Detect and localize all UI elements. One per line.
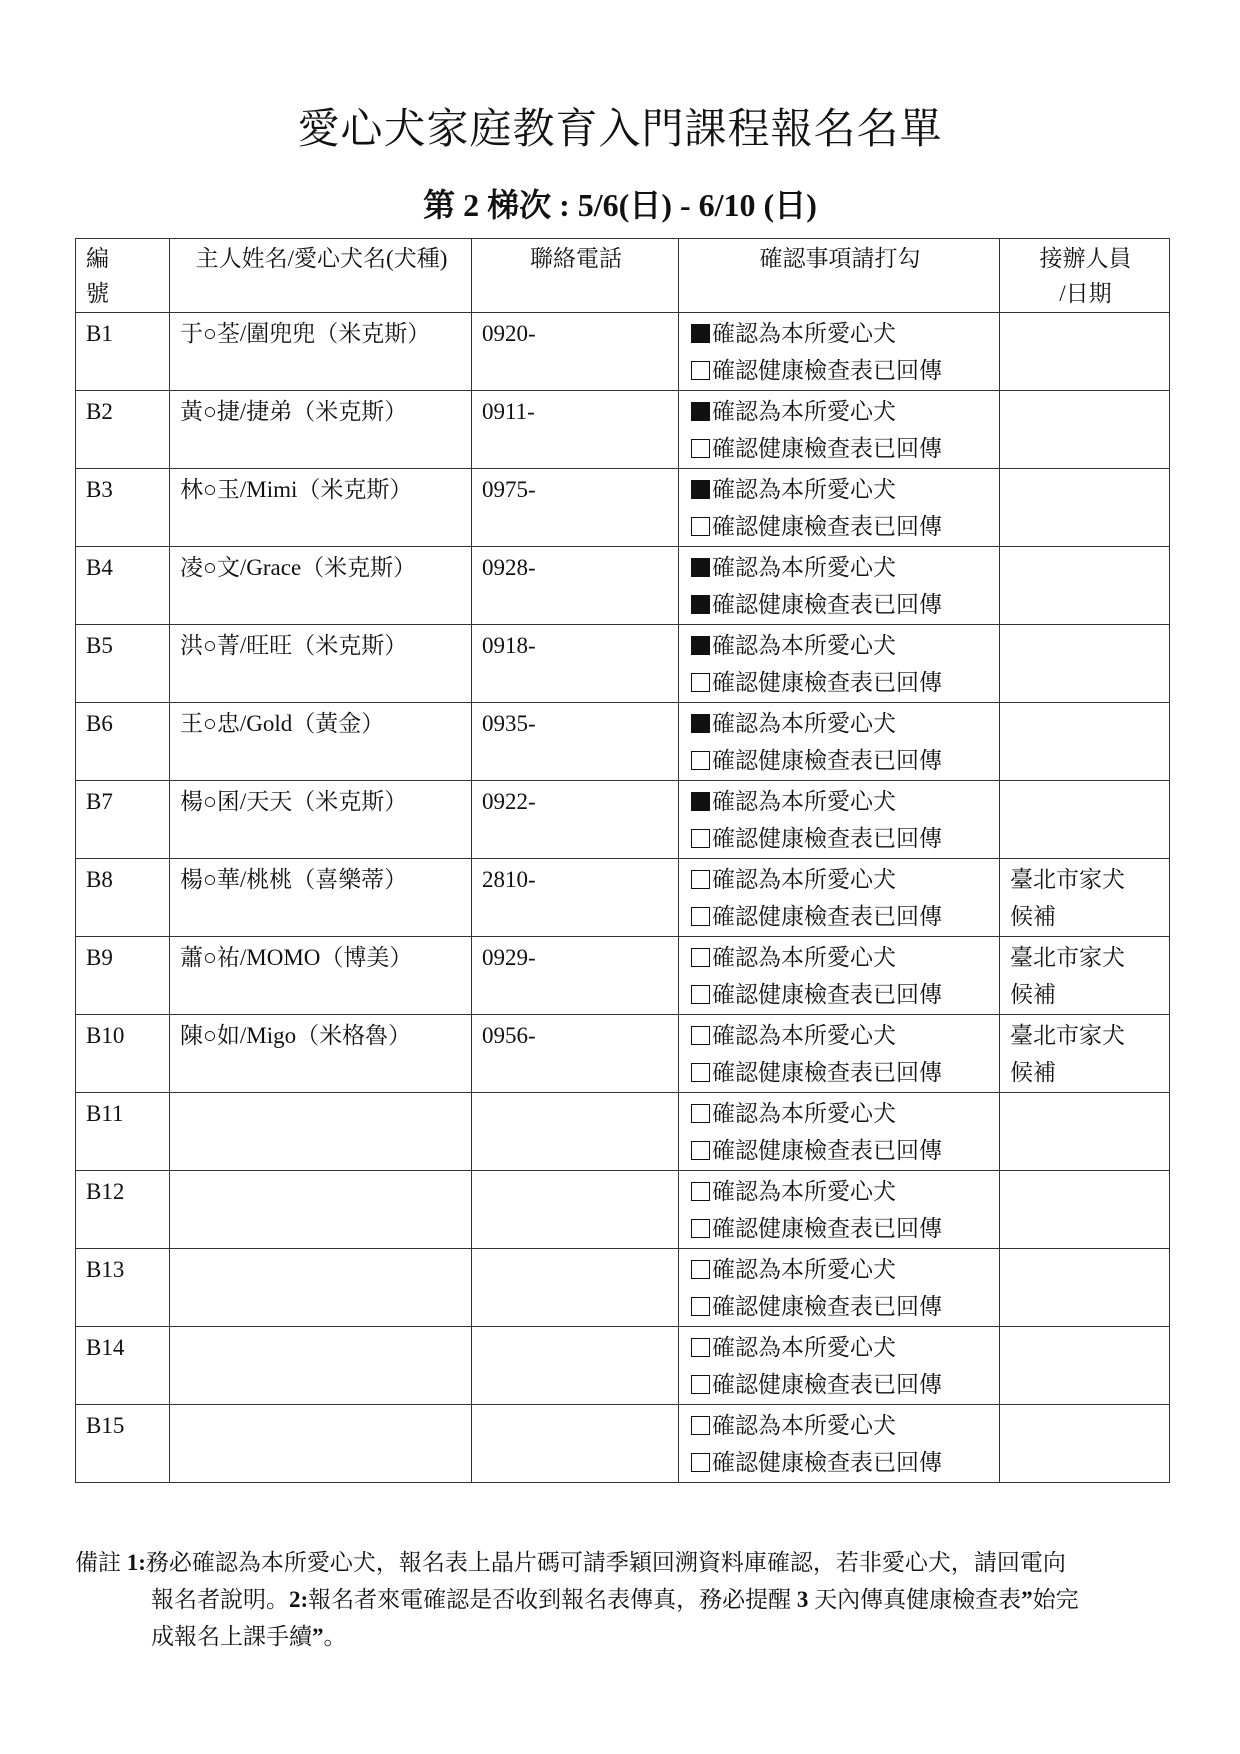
check-item — [689, 352, 991, 389]
table-row — [76, 1015, 1170, 1093]
page-title: 愛心犬家庭教育入門課程報名名單 — [297, 104, 943, 153]
check-label: 確認為本所愛心犬 — [712, 1335, 896, 1360]
cell-no: B3 — [76, 469, 170, 547]
check-label: 確認健康檢查表已回傳 — [712, 982, 942, 1007]
cell-name: 黃○捷/捷弟（米克斯） — [170, 391, 472, 469]
cell-no: B8 — [76, 859, 170, 937]
check-label: 確認為本所愛心犬 — [712, 399, 896, 424]
check-label: 確認健康檢查表已回傳 — [712, 358, 942, 383]
page-subtitle: 第 2 梯次 : 5/6(日) - 6/10 (日) — [423, 187, 817, 223]
cell-staff — [1000, 859, 1170, 937]
check-label: 確認為本所愛心犬 — [712, 1257, 896, 1282]
check-label: 確認健康檢查表已回傳 — [712, 514, 942, 539]
check-label: 確認健康檢查表已回傳 — [712, 1294, 942, 1319]
header-no-line: 號 — [86, 281, 109, 306]
check-item — [689, 1095, 991, 1132]
checked-box-icon[interactable] — [691, 558, 710, 577]
check-label: 確認為本所愛心犬 — [712, 321, 896, 346]
empty-checkbox-icon[interactable] — [691, 439, 710, 458]
cell-phone — [472, 1249, 679, 1327]
remarks-text: 報名者來電確認是否收到報名表傳真，務必提醒 — [308, 1587, 797, 1612]
cell-staff — [1000, 391, 1170, 469]
remarks-text: 成報名上課手續 — [151, 1624, 312, 1649]
check-label: 確認健康檢查表已回傳 — [712, 826, 942, 851]
check-item — [689, 1173, 991, 1210]
cell-name — [170, 1405, 472, 1483]
remarks-line — [75, 1581, 1175, 1618]
check-label: 確認健康檢查表已回傳 — [712, 436, 942, 461]
check-item — [689, 627, 991, 664]
cell-phone — [472, 1327, 679, 1405]
table-row — [76, 469, 1170, 547]
empty-checkbox-icon[interactable] — [691, 870, 710, 889]
cell-no: B5 — [76, 625, 170, 703]
remarks-quote: ” — [312, 1624, 324, 1649]
empty-checkbox-icon[interactable] — [691, 1026, 710, 1045]
check-item — [689, 1407, 991, 1444]
checked-box-icon[interactable] — [691, 792, 710, 811]
cell-staff — [1000, 937, 1170, 1015]
cell-no: B9 — [76, 937, 170, 1015]
table-header-row — [76, 239, 1170, 313]
staff-line: 臺北市家犬 — [1010, 867, 1125, 892]
check-label: 確認健康檢查表已回傳 — [712, 592, 942, 617]
table-body — [76, 313, 1170, 1483]
remarks-text: 。 — [323, 1624, 347, 1649]
staff-line: 候補 — [1010, 904, 1056, 929]
cell-phone: 0918- — [472, 625, 679, 703]
remarks-text: 天內傳真健康檢查表 — [808, 1587, 1022, 1612]
check-item — [689, 861, 991, 898]
cell-staff — [1000, 1249, 1170, 1327]
check-label: 確認為本所愛心犬 — [712, 945, 896, 970]
cell-check — [679, 313, 1000, 391]
empty-checkbox-icon[interactable] — [691, 361, 710, 380]
check-label: 確認健康檢查表已回傳 — [712, 1060, 942, 1085]
check-label: 確認健康檢查表已回傳 — [712, 670, 942, 695]
check-item — [689, 783, 991, 820]
check-item — [689, 1444, 991, 1481]
cell-no: B10 — [76, 1015, 170, 1093]
empty-checkbox-icon[interactable] — [691, 1141, 710, 1160]
remarks-text: 務必確認為本所愛心犬，報名表上晶片碼可請季穎回溯資料庫確認，若非愛心犬，請回電向 — [145, 1550, 1066, 1575]
table-row — [76, 625, 1170, 703]
cell-check — [679, 625, 1000, 703]
table-row — [76, 313, 1170, 391]
cell-check — [679, 703, 1000, 781]
empty-checkbox-icon[interactable] — [691, 1182, 710, 1201]
cell-phone: 2810- — [472, 859, 679, 937]
cell-staff — [1000, 547, 1170, 625]
check-label: 確認健康檢查表已回傳 — [712, 1372, 942, 1397]
empty-checkbox-icon[interactable] — [691, 829, 710, 848]
check-item — [689, 1210, 991, 1247]
cell-no: B6 — [76, 703, 170, 781]
empty-checkbox-icon[interactable] — [691, 673, 710, 692]
empty-checkbox-icon[interactable] — [691, 751, 710, 770]
cell-name — [170, 1093, 472, 1171]
cell-name: 楊○囷/天天（米克斯） — [170, 781, 472, 859]
cell-staff — [1000, 1171, 1170, 1249]
empty-checkbox-icon[interactable] — [691, 1260, 710, 1279]
cell-no: B11 — [76, 1093, 170, 1171]
cell-staff — [1000, 1093, 1170, 1171]
cell-check — [679, 937, 1000, 1015]
remarks-num: 3 — [796, 1587, 809, 1612]
table-row — [76, 1171, 1170, 1249]
check-label: 確認健康檢查表已回傳 — [712, 1216, 942, 1241]
cell-staff — [1000, 781, 1170, 859]
check-label: 確認為本所愛心犬 — [712, 789, 896, 814]
empty-checkbox-icon[interactable] — [691, 1338, 710, 1357]
check-item — [689, 939, 991, 976]
checked-box-icon[interactable] — [691, 636, 710, 655]
cell-check — [679, 1327, 1000, 1405]
check-item — [689, 549, 991, 586]
empty-checkbox-icon[interactable] — [691, 1063, 710, 1082]
remarks-label: 備註 — [75, 1550, 127, 1575]
cell-name: 王○忠/Gold（黃金） — [170, 703, 472, 781]
cell-name — [170, 1327, 472, 1405]
check-label: 確認為本所愛心犬 — [712, 477, 896, 502]
remarks-line — [75, 1618, 1175, 1655]
empty-checkbox-icon[interactable] — [691, 1453, 710, 1472]
cell-no: B12 — [76, 1171, 170, 1249]
check-item — [689, 976, 991, 1013]
check-label: 確認為本所愛心犬 — [712, 1179, 896, 1204]
empty-checkbox-icon[interactable] — [691, 517, 710, 536]
check-label: 確認為本所愛心犬 — [712, 633, 896, 658]
cell-check — [679, 1405, 1000, 1483]
header-staff-line: 接辦人員 — [1039, 246, 1132, 271]
cell-name: 于○荃/圍兜兜（米克斯） — [170, 313, 472, 391]
table-row — [76, 703, 1170, 781]
check-label: 確認為本所愛心犬 — [712, 711, 896, 736]
remarks-quote: ” — [1021, 1587, 1033, 1612]
cell-phone: 0935- — [472, 703, 679, 781]
check-label: 確認健康檢查表已回傳 — [712, 748, 942, 773]
cell-staff — [1000, 1015, 1170, 1093]
cell-check — [679, 1249, 1000, 1327]
remarks — [75, 1544, 1175, 1655]
check-item — [689, 705, 991, 742]
checked-box-icon[interactable] — [691, 595, 710, 614]
cell-check — [679, 547, 1000, 625]
empty-checkbox-icon[interactable] — [691, 1375, 710, 1394]
cell-check — [679, 391, 1000, 469]
staff-line: 候補 — [1010, 1060, 1056, 1085]
empty-checkbox-icon[interactable] — [691, 1416, 710, 1435]
cell-phone: 0911- — [472, 391, 679, 469]
check-item — [689, 898, 991, 935]
cell-check — [679, 1171, 1000, 1249]
cell-check — [679, 781, 1000, 859]
check-item — [689, 586, 991, 623]
header-staff — [1000, 239, 1170, 313]
empty-checkbox-icon[interactable] — [691, 1219, 710, 1238]
header-no-line: 編 — [86, 246, 109, 271]
cell-name — [170, 1249, 472, 1327]
cell-staff — [1000, 703, 1170, 781]
remarks-line — [75, 1550, 1066, 1575]
check-item — [689, 1054, 991, 1091]
cell-phone: 0956- — [472, 1015, 679, 1093]
cell-staff — [1000, 313, 1170, 391]
check-item — [689, 820, 991, 857]
check-label: 確認為本所愛心犬 — [712, 1023, 896, 1048]
check-item — [689, 430, 991, 467]
remarks-num: 2: — [289, 1587, 309, 1612]
check-item — [689, 393, 991, 430]
check-label: 確認為本所愛心犬 — [712, 1413, 896, 1438]
remarks-text: 始完 — [1032, 1587, 1079, 1612]
table-row — [76, 937, 1170, 1015]
remarks-num: 1: — [126, 1550, 146, 1575]
cell-name: 林○玉/Mimi（米克斯） — [170, 469, 472, 547]
empty-checkbox-icon[interactable] — [691, 1297, 710, 1316]
check-label: 確認健康檢查表已回傳 — [712, 904, 942, 929]
check-item — [689, 742, 991, 779]
check-item — [689, 1288, 991, 1325]
check-label: 確認為本所愛心犬 — [712, 555, 896, 580]
table-row — [76, 1327, 1170, 1405]
empty-checkbox-icon[interactable] — [691, 1104, 710, 1123]
cell-staff — [1000, 625, 1170, 703]
check-item — [689, 471, 991, 508]
cell-no: B14 — [76, 1327, 170, 1405]
cell-no: B15 — [76, 1405, 170, 1483]
cell-phone — [472, 1093, 679, 1171]
check-label: 確認為本所愛心犬 — [712, 1101, 896, 1126]
cell-no: B7 — [76, 781, 170, 859]
checked-box-icon[interactable] — [691, 480, 710, 499]
table-row — [76, 1405, 1170, 1483]
cell-staff — [1000, 469, 1170, 547]
cell-name: 蕭○祐/MOMO（博美） — [170, 937, 472, 1015]
cell-phone: 0928- — [472, 547, 679, 625]
table-row — [76, 547, 1170, 625]
cell-no: B1 — [76, 313, 170, 391]
table-row — [76, 781, 1170, 859]
cell-name: 陳○如/Migo（米格魯） — [170, 1015, 472, 1093]
header-check: 確認事項請打勾 — [679, 239, 1000, 313]
check-label: 確認健康檢查表已回傳 — [712, 1138, 942, 1163]
empty-checkbox-icon[interactable] — [691, 948, 710, 967]
cell-staff — [1000, 1405, 1170, 1483]
cell-no: B4 — [76, 547, 170, 625]
check-item — [689, 1366, 991, 1403]
cell-phone: 0922- — [472, 781, 679, 859]
cell-check — [679, 1015, 1000, 1093]
cell-no: B2 — [76, 391, 170, 469]
cell-phone — [472, 1171, 679, 1249]
staff-line: 臺北市家犬 — [1010, 945, 1125, 970]
cell-check — [679, 1093, 1000, 1171]
header-staff-line: /日期 — [1059, 281, 1112, 306]
cell-no: B13 — [76, 1249, 170, 1327]
table-row — [76, 859, 1170, 937]
cell-phone: 0920- — [472, 313, 679, 391]
check-item — [689, 508, 991, 545]
check-item — [689, 1329, 991, 1366]
table-row — [76, 1249, 1170, 1327]
cell-check — [679, 859, 1000, 937]
staff-line: 臺北市家犬 — [1010, 1023, 1125, 1048]
check-item — [689, 315, 991, 352]
check-item — [689, 1017, 991, 1054]
registration-table — [75, 238, 1170, 1483]
checked-box-icon[interactable] — [691, 324, 710, 343]
remarks-text: 報名者說明。 — [151, 1587, 289, 1612]
empty-checkbox-icon[interactable] — [691, 985, 710, 1004]
empty-checkbox-icon[interactable] — [691, 907, 710, 926]
cell-name: 凌○文/Grace（米克斯） — [170, 547, 472, 625]
table-row — [76, 1093, 1170, 1171]
checked-box-icon[interactable] — [691, 714, 710, 733]
cell-check — [679, 469, 1000, 547]
cell-name — [170, 1171, 472, 1249]
check-label: 確認健康檢查表已回傳 — [712, 1450, 942, 1475]
cell-phone — [472, 1405, 679, 1483]
check-label: 確認為本所愛心犬 — [712, 867, 896, 892]
checked-box-icon[interactable] — [691, 402, 710, 421]
check-item — [689, 664, 991, 701]
check-item — [689, 1132, 991, 1169]
cell-staff — [1000, 1327, 1170, 1405]
cell-phone: 0975- — [472, 469, 679, 547]
cell-name: 楊○華/桃桃（喜樂蒂） — [170, 859, 472, 937]
header-phone: 聯絡電話 — [472, 239, 679, 313]
check-item — [689, 1251, 991, 1288]
cell-name: 洪○菁/旺旺（米克斯） — [170, 625, 472, 703]
table-row — [76, 391, 1170, 469]
staff-line: 候補 — [1010, 982, 1056, 1007]
header-name: 主人姓名/愛心犬名(犬種) — [170, 239, 472, 313]
cell-phone: 0929- — [472, 937, 679, 1015]
header-no — [76, 239, 170, 313]
